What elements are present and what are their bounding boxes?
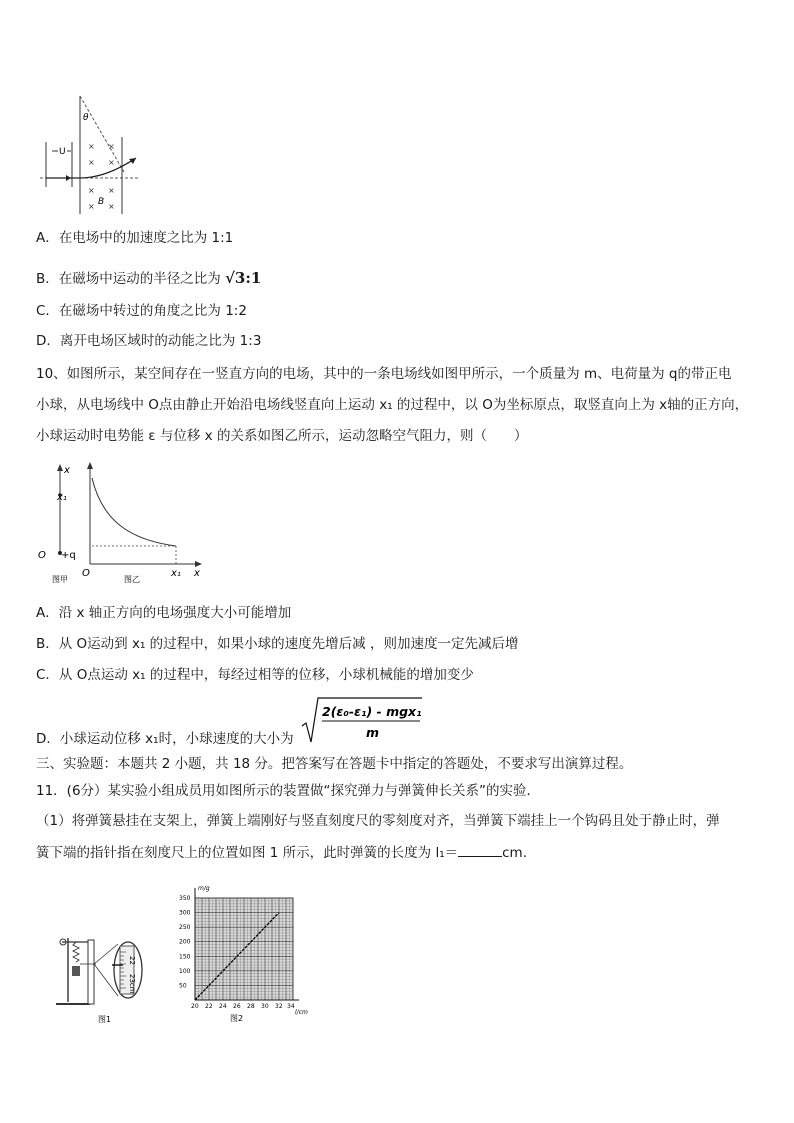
svg-text:×: × <box>88 158 95 167</box>
q9-diagram <box>36 92 146 217</box>
potential-energy-curve <box>92 478 176 546</box>
x-tick-label: 22 <box>205 1003 213 1010</box>
q10-line-1: 10、如图所示，某空间存在一竖直方向的电场，其中的一条电场线如图甲所示，一个质量为 m、电荷量为 q的带正电 <box>36 366 732 382</box>
figure-1-caption: 图1 <box>98 1015 112 1024</box>
q10-option-b: B．从 O运动到 x₁ 的过程中，如果小球的速度先增后减 ，则加速度一定先减后增 <box>36 636 519 652</box>
q9-figure <box>36 92 146 217</box>
x-tick-label: 34 <box>287 1003 295 1010</box>
svg-text:×: × <box>108 142 115 151</box>
x-axis-label: l/cm <box>295 1009 308 1016</box>
b-label: B <box>98 197 105 207</box>
q9-option-c: C．在磁场中转过的角度之比为 1:2 <box>36 303 247 319</box>
jia-caption: 图甲 <box>52 575 68 584</box>
q11-line-1: 11．(6分）某实验小组成员用如图所示的装置做“探究弹力与弹簧伸长关系”的实验． <box>36 783 541 799</box>
q11-unit: cm. <box>502 845 527 861</box>
q10-option-a: A．沿 x 轴正方向的电场强度大小可能增加 <box>36 605 292 621</box>
svg-text:×: × <box>108 158 115 167</box>
formula-numerator: 2(ε₀-ε₁) - mgx₁ <box>322 704 422 719</box>
x-tick-label: 32 <box>275 1003 283 1010</box>
q10-line-3: 小球运动时电势能 ε 与位移 x 的关系如图乙所示，运动忽略空气阻力，则（ ） <box>36 428 528 444</box>
q10-line-2: 小球，从电场线中 O点由静止开始沿电场线竖直向上运动 x₁ 的过程中，以 O为坐标原点，取竖直向上为 x轴的正方向， <box>36 397 749 413</box>
y-tick-label: 250 <box>179 924 191 932</box>
yi-caption: 图乙 <box>124 575 140 584</box>
q9-option-b <box>36 269 261 288</box>
scale-23: 23cm <box>128 974 136 994</box>
svg-text:×: × <box>88 142 95 151</box>
q10-diagram <box>34 460 214 588</box>
x-tick-label: 28 <box>247 1003 255 1010</box>
ruler <box>88 940 94 1004</box>
y-tick-label: 50 <box>179 982 187 990</box>
jia-o-label: O <box>38 550 46 561</box>
q10-option-d-text: D．小球运动位移 x₁时，小球速度的大小为 <box>36 731 294 747</box>
y-tick-label: 300 <box>179 909 191 917</box>
x-tick-label: 20 <box>191 1003 199 1010</box>
y-axis-label: m/g <box>198 885 210 892</box>
q9-option-d: D．离开电场区域时的动能之比为 1:3 <box>36 333 262 349</box>
u-label: U <box>59 147 66 157</box>
y-tick-label: 200 <box>179 938 191 946</box>
y-tick-label: 350 <box>179 895 191 902</box>
q10-option-c: C．从 O点运动 x₁ 的过程中，每经过相等的位移，小球机械能的增加变少 <box>36 667 474 683</box>
y-tick-label: 100 <box>179 967 191 975</box>
formula-denominator: m <box>366 725 380 740</box>
svg-text:×: × <box>108 186 115 195</box>
q10-option-d-formula <box>300 696 425 746</box>
jia-x-label: x <box>64 465 70 476</box>
y-tick-label: 150 <box>179 953 191 961</box>
svg-text:×: × <box>88 186 95 195</box>
q11-line-2: （1）将弹簧悬挂在支架上，弹簧上端刚好与竖直刻度尺的零刻度对齐，当弹簧下端挂上一个钩码且处于静止时，弹 <box>36 813 720 829</box>
q11-line-3-text: 簧下端的指针指在刻度尺上的位置如图 1 所示，此时弹簧的长度为 l₁＝ <box>36 845 459 861</box>
x-tick-label: 24 <box>219 1003 227 1010</box>
q11-line-3 <box>36 844 527 862</box>
spring <box>73 942 79 962</box>
q9-option-b-math: √3:1 <box>225 269 262 287</box>
yi-o-label: O <box>82 568 90 579</box>
yi-x-label: x <box>194 568 200 579</box>
svg-text:×: × <box>88 202 95 211</box>
q10-figure <box>34 460 214 588</box>
jia-q-label: +q <box>61 550 76 561</box>
m-l-chart <box>165 880 325 1025</box>
q11-figure-1 <box>50 930 160 1025</box>
jia-x1-label: x₁ <box>57 492 67 503</box>
q9-option-b-text: B．在磁场中运动的半径之比为 <box>36 271 221 287</box>
theta-label: θ <box>83 113 89 123</box>
scale-22: 22 <box>128 956 136 965</box>
svg-text:×: × <box>108 202 115 211</box>
yi-x1-label: x₁ <box>171 568 181 579</box>
q11-figure-2 <box>165 880 325 1025</box>
hook-weight <box>72 966 80 976</box>
q9-option-a: A．在电场中的加速度之比为 1:1 <box>36 230 234 246</box>
x-tick-label: 26 <box>233 1003 241 1010</box>
x-tick-label: 30 <box>261 1003 269 1010</box>
section-3-heading: 三、实验题：本题共 2 小题，共 18 分。把答案写在答题卡中指定的答题处，不要求写出演算过程。 <box>36 756 633 772</box>
answer-blank <box>458 844 502 857</box>
figure-2-caption: 图2 <box>230 1014 244 1023</box>
